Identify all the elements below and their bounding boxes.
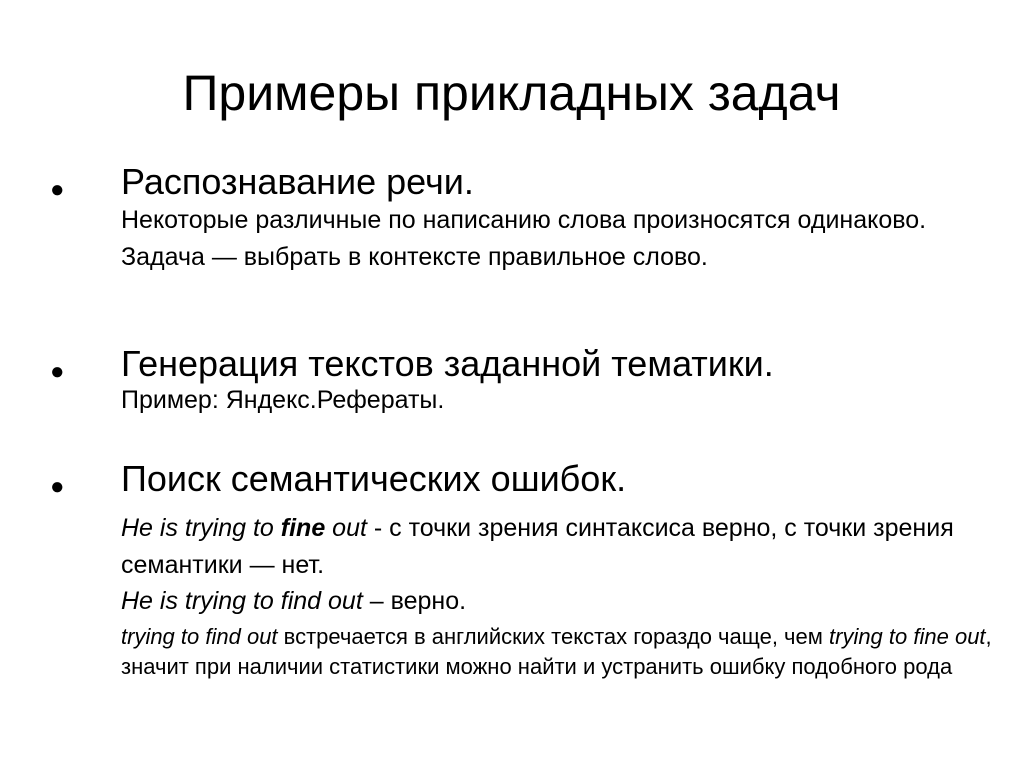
item-heading: Распознавание речи.: [121, 161, 474, 202]
item-body: Пример: Яндекс.Рефераты.: [121, 386, 445, 414]
example-correct-sentence: [121, 584, 1001, 618]
bullet-marker: ●: [50, 176, 65, 203]
example-wrong-sentence: [121, 510, 1001, 584]
example-comment: - с точки зрения синтаксиса верно, с точки зрения семантики — нет.: [121, 514, 954, 579]
slide-title: Примеры прикладных задач: [182, 65, 841, 121]
item-body: Некоторые различные по написанию слова произносятся одинаково. Задача — выбрать в контексте правильное слово.: [121, 206, 927, 271]
note-text: встречается в английских текстах гораздо чаще, чем: [277, 624, 829, 649]
statistics-note: [121, 622, 1001, 682]
note-text: , значит при наличии статистики можно найти и устранить ошибку подобного рода: [121, 624, 992, 679]
list-item-text-generation: [121, 344, 1001, 416]
example-error-word: fine: [280, 514, 326, 542]
example-phrase: out: [325, 514, 367, 542]
note-phrase: trying to find out: [121, 624, 278, 649]
bullet-marker: ●: [50, 358, 65, 385]
list-item-semantic-errors: [121, 459, 1001, 682]
item-heading: Генерация текстов заданной тематики.: [121, 343, 774, 384]
bullet-marker: ●: [50, 473, 65, 500]
list-item-speech-recognition: [121, 162, 1001, 276]
example-phrase: He is trying to: [121, 514, 281, 542]
note-phrase: trying to fine out: [829, 624, 986, 649]
example-comment: – верно.: [362, 587, 467, 615]
example-phrase: He is trying to find out: [121, 587, 363, 615]
item-heading: Поиск семантических ошибок.: [121, 458, 627, 499]
